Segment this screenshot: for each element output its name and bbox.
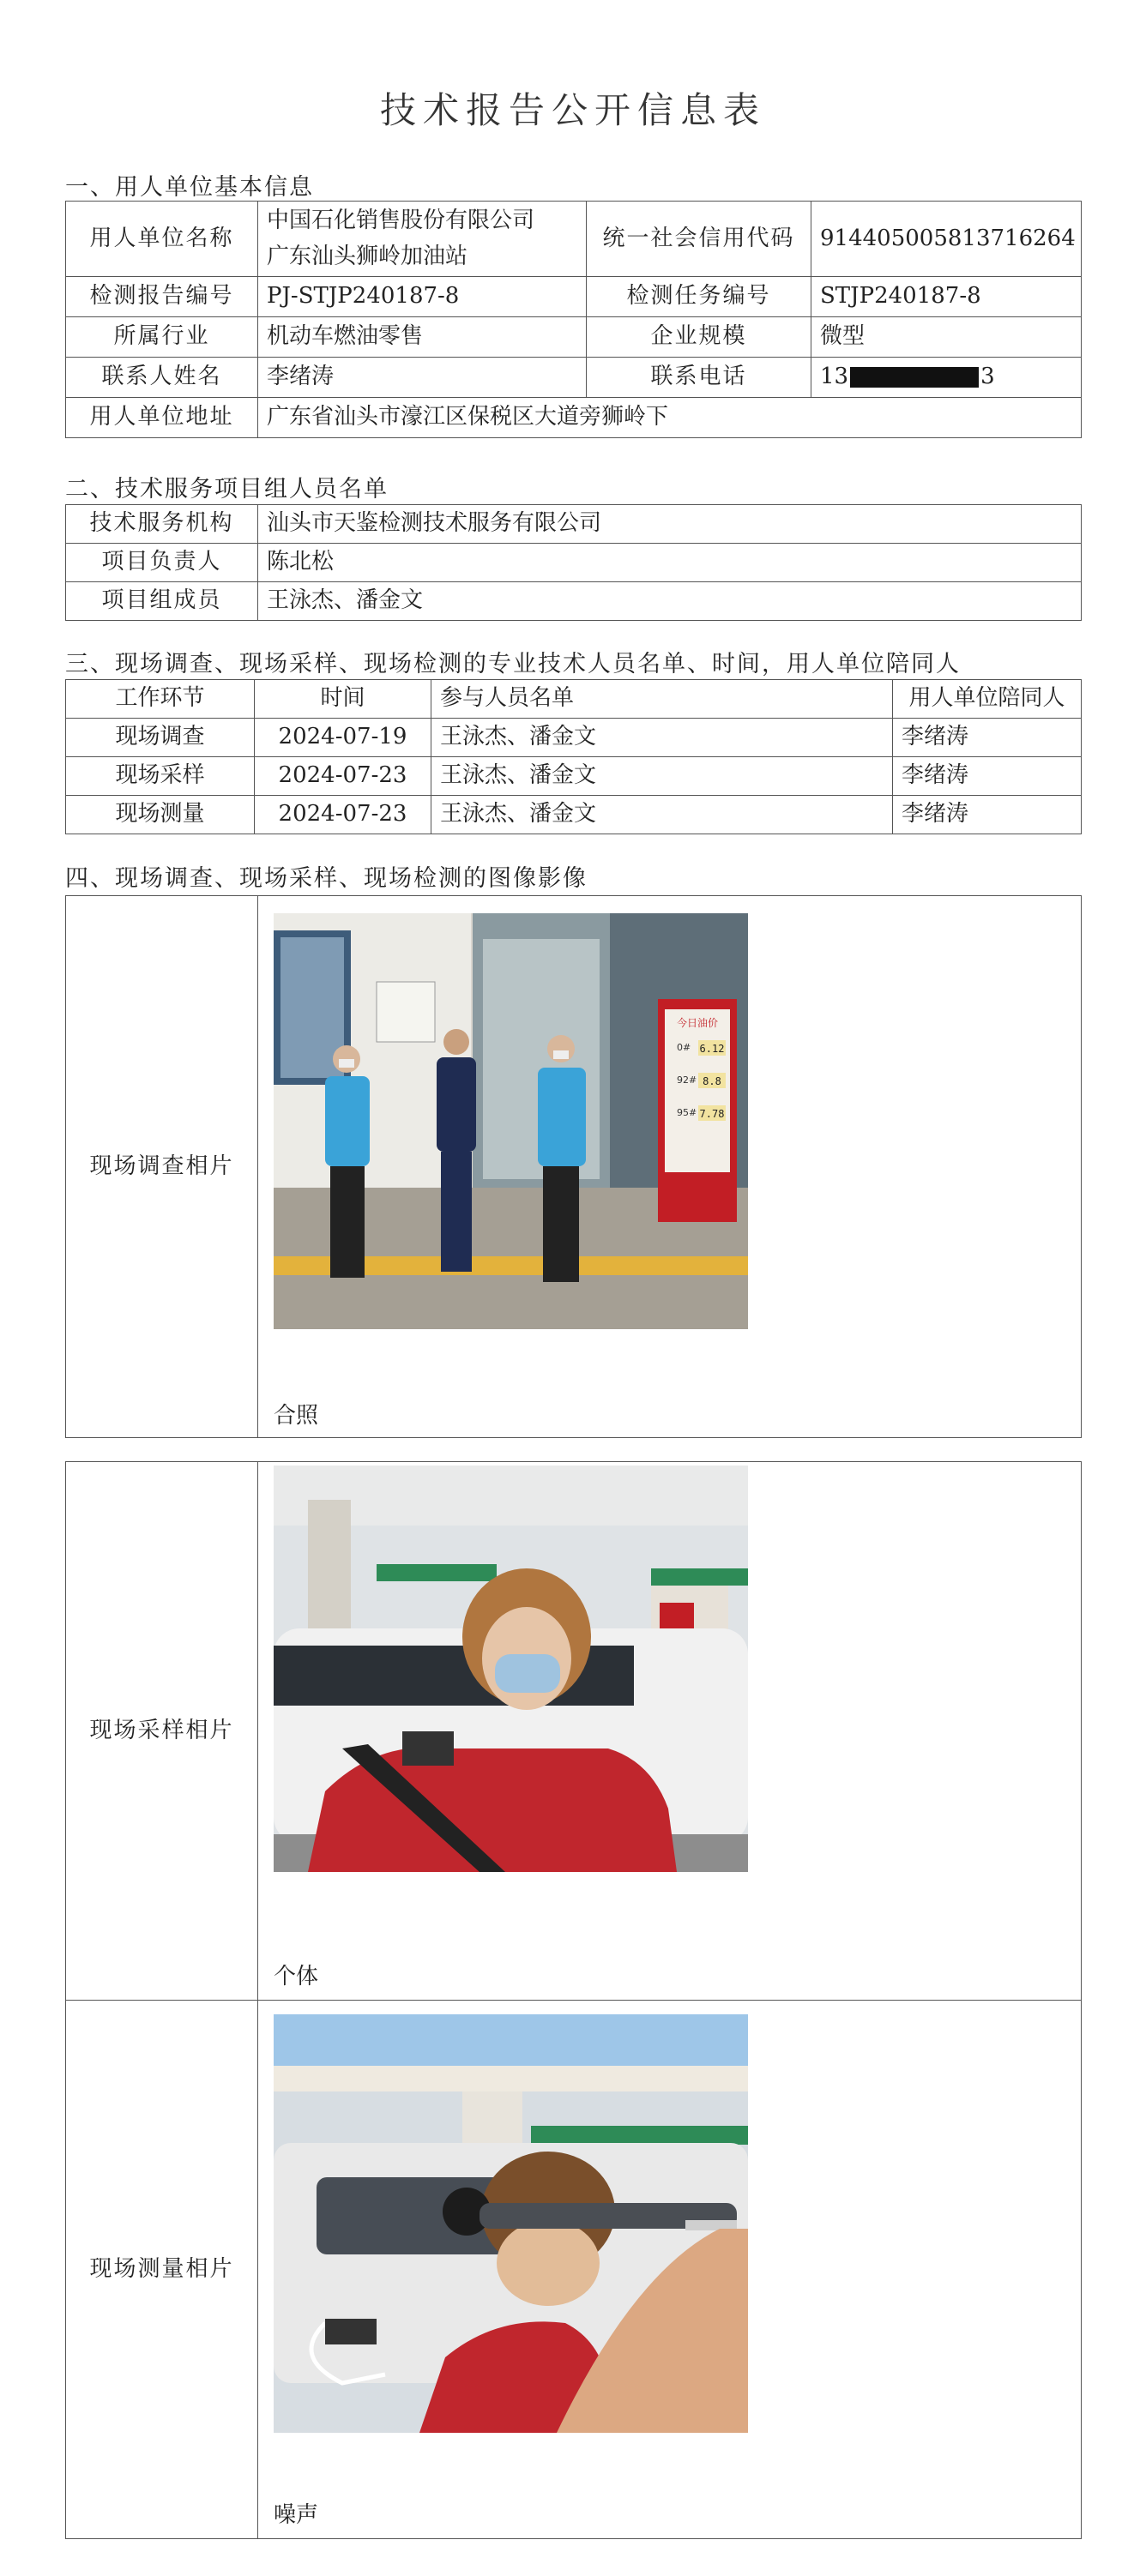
table-header-row: [66, 680, 1082, 719]
escort-cell: 李绪涛: [893, 796, 1082, 834]
table-row: [66, 358, 1082, 398]
table-row: [66, 582, 1082, 621]
survey-photo-cell: [258, 896, 1082, 1438]
employer-name-line1: 中国石化销售股份有限公司: [267, 207, 535, 233]
table-row: [66, 2001, 1082, 2539]
table-row: [66, 505, 1082, 544]
address-value: 广东省汕头市濠江区保税区大道旁狮岭下: [258, 398, 1082, 438]
survey-photo-caption: 合照: [274, 1403, 319, 1429]
industry-label: 所属行业: [66, 317, 258, 358]
contact-name-label: 联系人姓名: [66, 358, 258, 398]
industry-value: 机动车燃油零售: [258, 317, 587, 358]
sampling-photo-label: 现场采样相片: [66, 1462, 258, 2001]
page-title: 技术报告公开信息表: [379, 89, 766, 131]
project-leader-label: 项目负责人: [66, 544, 258, 582]
section3-title: 三、现场调查、现场采样、现场检测的专业技术人员名单、时间，用人单位陪同人: [65, 651, 961, 677]
redaction-bar: [850, 367, 979, 388]
phone-suffix: 3: [980, 364, 995, 390]
employer-name-label: 用人单位名称: [66, 202, 258, 277]
measuring-photo-caption: 噪声: [274, 2502, 319, 2528]
service-org-label: 技术服务机构: [66, 505, 258, 544]
sign-grade-95: 95#: [677, 1107, 697, 1118]
personal-sampling-photo: [274, 1466, 748, 1872]
credit-code-value: 914405005813716264: [811, 202, 1082, 277]
employer-name-value: [258, 202, 587, 277]
report-number-value: PJ-STJP240187-8: [258, 277, 587, 317]
table-row: [66, 277, 1082, 317]
members-cell: 王泳杰、潘金文: [431, 757, 893, 796]
project-members-value: 王泳杰、潘金文: [258, 582, 1082, 621]
sign-heading: 今日油价: [676, 1017, 719, 1029]
table-row: [66, 719, 1082, 757]
field-work-table: [65, 679, 1082, 834]
section2-title: 二、技术服务项目组人员名单: [65, 476, 389, 503]
header-stage: 工作环节: [66, 680, 255, 719]
date-cell: 2024-07-23: [255, 757, 431, 796]
group-photo: [274, 913, 748, 1329]
report-number-label: 检测报告编号: [66, 277, 258, 317]
contact-phone-value: [811, 358, 1082, 398]
task-number-value: STJP240187-8: [811, 277, 1082, 317]
contact-phone-label: 联系电话: [587, 358, 811, 398]
header-escort: 用人单位陪同人: [893, 680, 1082, 719]
sign-grade-0: 0#: [677, 1042, 691, 1053]
escort-cell: 李绪涛: [893, 757, 1082, 796]
company-size-label: 企业规模: [587, 317, 811, 358]
stage-cell: 现场测量: [66, 796, 255, 834]
credit-code-label: 统一社会信用代码: [587, 202, 811, 277]
address-label: 用人单位地址: [66, 398, 258, 438]
date-cell: 2024-07-19: [255, 719, 431, 757]
company-size-value: 微型: [811, 317, 1082, 358]
project-members-label: 项目组成员: [66, 582, 258, 621]
section4-title: 四、现场调查、现场采样、现场检测的图像影像: [65, 865, 588, 892]
sampling-photo-caption: 个体: [274, 1964, 319, 1989]
survey-photo-label: 现场调查相片: [66, 896, 258, 1438]
members-cell: 王泳杰、潘金文: [431, 719, 893, 757]
sign-price-1: 6.12: [699, 1043, 725, 1055]
measuring-photo-cell: [258, 2001, 1082, 2539]
stage-cell: 现场调查: [66, 719, 255, 757]
table-row: [66, 544, 1082, 582]
task-number-label: 检测任务编号: [587, 277, 811, 317]
header-members: 参与人员名单: [431, 680, 893, 719]
sign-grade-92: 92#: [677, 1074, 697, 1086]
contact-name-value: 李绪涛: [258, 358, 587, 398]
table-row: [66, 757, 1082, 796]
employer-name-line2: 广东汕头狮岭加油站: [267, 243, 468, 269]
project-team-table: [65, 504, 1082, 621]
sampling-measuring-photo-table: [65, 1461, 1082, 2539]
section1-title: 一、用人单位基本信息: [65, 174, 314, 201]
table-row: [66, 896, 1082, 1438]
project-leader-value: 陈北松: [258, 544, 1082, 582]
measuring-photo-label: 现场测量相片: [66, 2001, 258, 2539]
noise-measurement-photo: [274, 2014, 748, 2433]
members-cell: 王泳杰、潘金文: [431, 796, 893, 834]
table-row: [66, 398, 1082, 438]
table-row: [66, 1462, 1082, 2001]
table-row: [66, 202, 1082, 277]
sampling-photo-cell: [258, 1462, 1082, 2001]
sign-price-3: 7.78: [699, 1108, 725, 1120]
sign-price-2: 8.8: [703, 1075, 721, 1087]
stage-cell: 现场采样: [66, 757, 255, 796]
employer-info-table: [65, 201, 1082, 438]
phone-prefix: 13: [820, 364, 849, 390]
escort-cell: 李绪涛: [893, 719, 1082, 757]
table-row: [66, 317, 1082, 358]
service-org-value: 汕头市天鉴检测技术服务有限公司: [258, 505, 1082, 544]
table-row: [66, 796, 1082, 834]
header-date: 时间: [255, 680, 431, 719]
survey-photo-table: [65, 895, 1082, 1438]
date-cell: 2024-07-23: [255, 796, 431, 834]
